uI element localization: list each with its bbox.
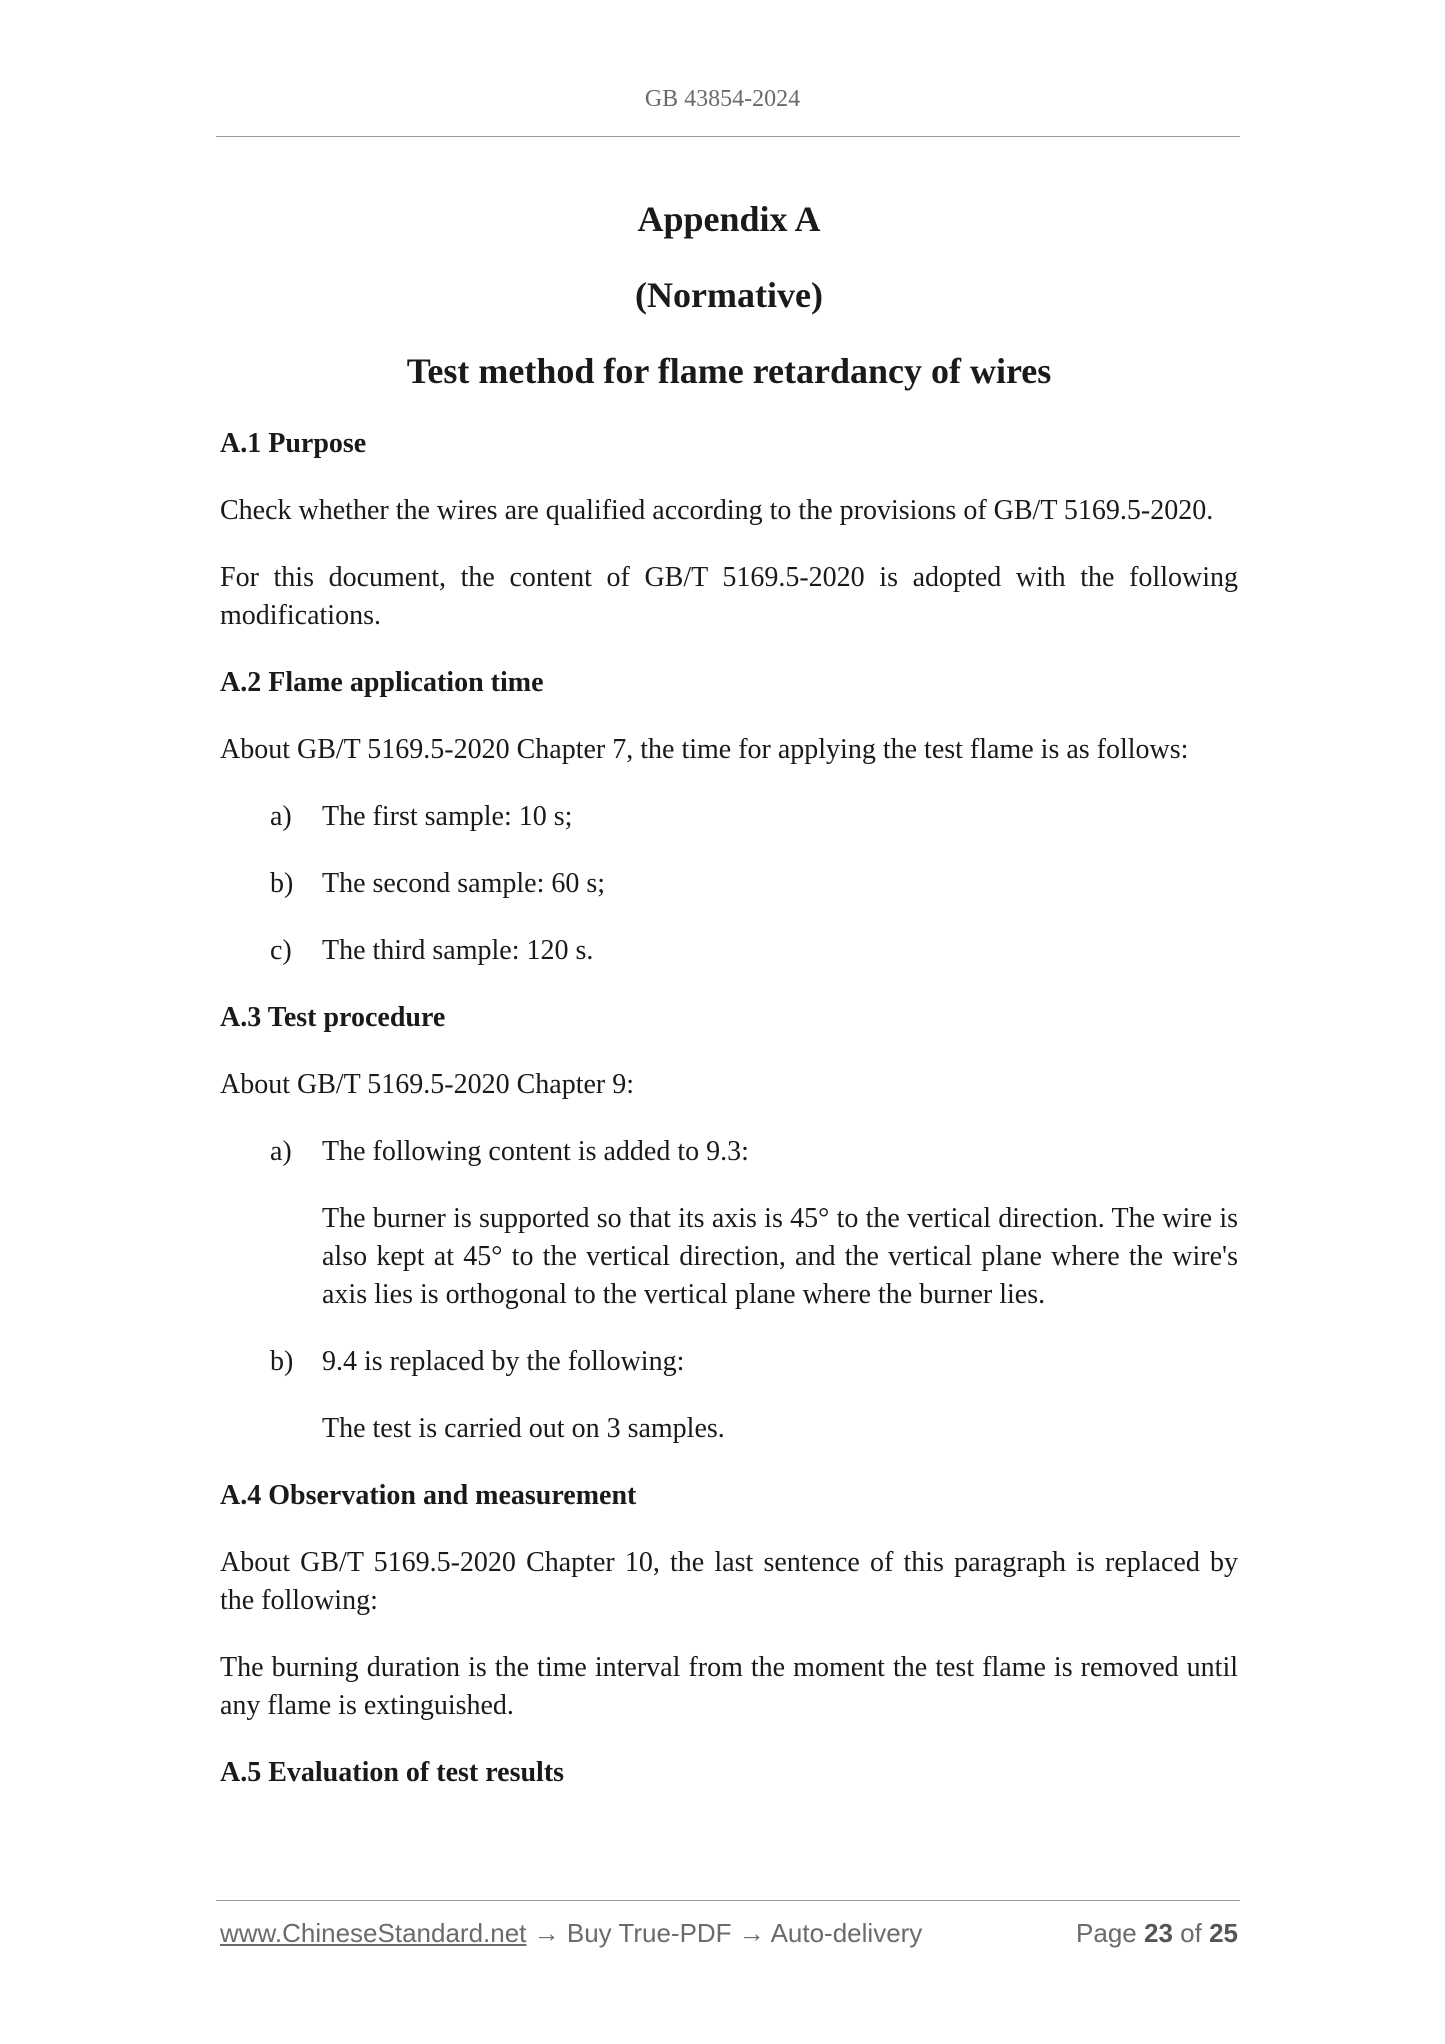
appendix-title: Appendix A: [637, 199, 821, 239]
page-footer: [220, 1918, 1238, 1954]
section-a4-paragraph-1: About GB/T 5169.5-2020 Chapter 10, the last sentence of this paragraph is replaced by the following:: [220, 1547, 1238, 1616]
footer-divider: [216, 1900, 1240, 1901]
page-total: 25: [1209, 1918, 1238, 1948]
document-number-header: GB 43854-2024: [644, 86, 801, 112]
list-item: [270, 932, 1238, 970]
section-a2-heading: A.2 Flame application time: [220, 667, 544, 698]
header-divider: [216, 136, 1240, 137]
section-a2-paragraph: About GB/T 5169.5-2020 Chapter 7, the time for applying the test flame is as follows:: [220, 734, 1189, 765]
list-text: The third sample: 120 s.: [322, 935, 594, 966]
list-item: [270, 865, 1238, 903]
list-item: [270, 798, 1238, 836]
list-marker: a): [270, 1136, 292, 1167]
footer-tagline: → Buy True-PDF → Auto-delivery: [526, 1918, 923, 1948]
page-label: Page: [1076, 1918, 1137, 1948]
list-marker: b): [270, 1346, 294, 1377]
section-a4-heading: A.4 Observation and measurement: [220, 1480, 637, 1511]
section-a3-heading: A.3 Test procedure: [220, 1002, 446, 1033]
section-a3-paragraph: About GB/T 5169.5-2020 Chapter 9:: [220, 1069, 635, 1100]
list-text: The first sample: 10 s;: [322, 801, 573, 832]
page-current: 23: [1144, 1918, 1173, 1948]
footer-promo: [220, 1918, 922, 1949]
list-item: [270, 1133, 1238, 1171]
list-item-detail: The burner is supported so that its axis is 45° to the vertical direction. The wire is also kept at 45° to the vertical direction, and the vertical plane where the wire's axis lies is orthogonal to the vertical plane where the burner lies.: [322, 1203, 1238, 1310]
list-text: The following content is added to 9.3:: [322, 1136, 749, 1167]
list-marker: a): [270, 801, 292, 832]
list-item: [270, 1343, 1238, 1381]
appendix-name: Test method for flame retardancy of wires: [406, 351, 1052, 391]
list-marker: c): [270, 935, 292, 966]
section-a5-heading: A.5 Evaluation of test results: [220, 1757, 565, 1788]
section-a4-paragraph-2: The burning duration is the time interval from the moment the test flame is removed until any flame is extinguished.: [220, 1652, 1238, 1721]
page-content: [220, 195, 1238, 1792]
list-item-detail: The test is carried out on 3 samples.: [322, 1413, 725, 1444]
section-a1-paragraph-1: Check whether the wires are qualified according to the provisions of GB/T 5169.5-2020.: [220, 495, 1214, 526]
website-link[interactable]: www.ChineseStandard.net: [220, 1918, 527, 1948]
section-a1-heading: A.1 Purpose: [220, 428, 367, 459]
appendix-type: (Normative): [635, 275, 823, 315]
list-text: 9.4 is replaced by the following:: [322, 1346, 685, 1377]
page-number: [1076, 1918, 1238, 1949]
list-text: The second sample: 60 s;: [322, 868, 606, 899]
page-of: of: [1180, 1918, 1202, 1948]
list-marker: b): [270, 868, 294, 899]
section-a1-paragraph-2: For this document, the content of GB/T 5169.5-2020 is adopted with the following modifications.: [220, 562, 1238, 631]
